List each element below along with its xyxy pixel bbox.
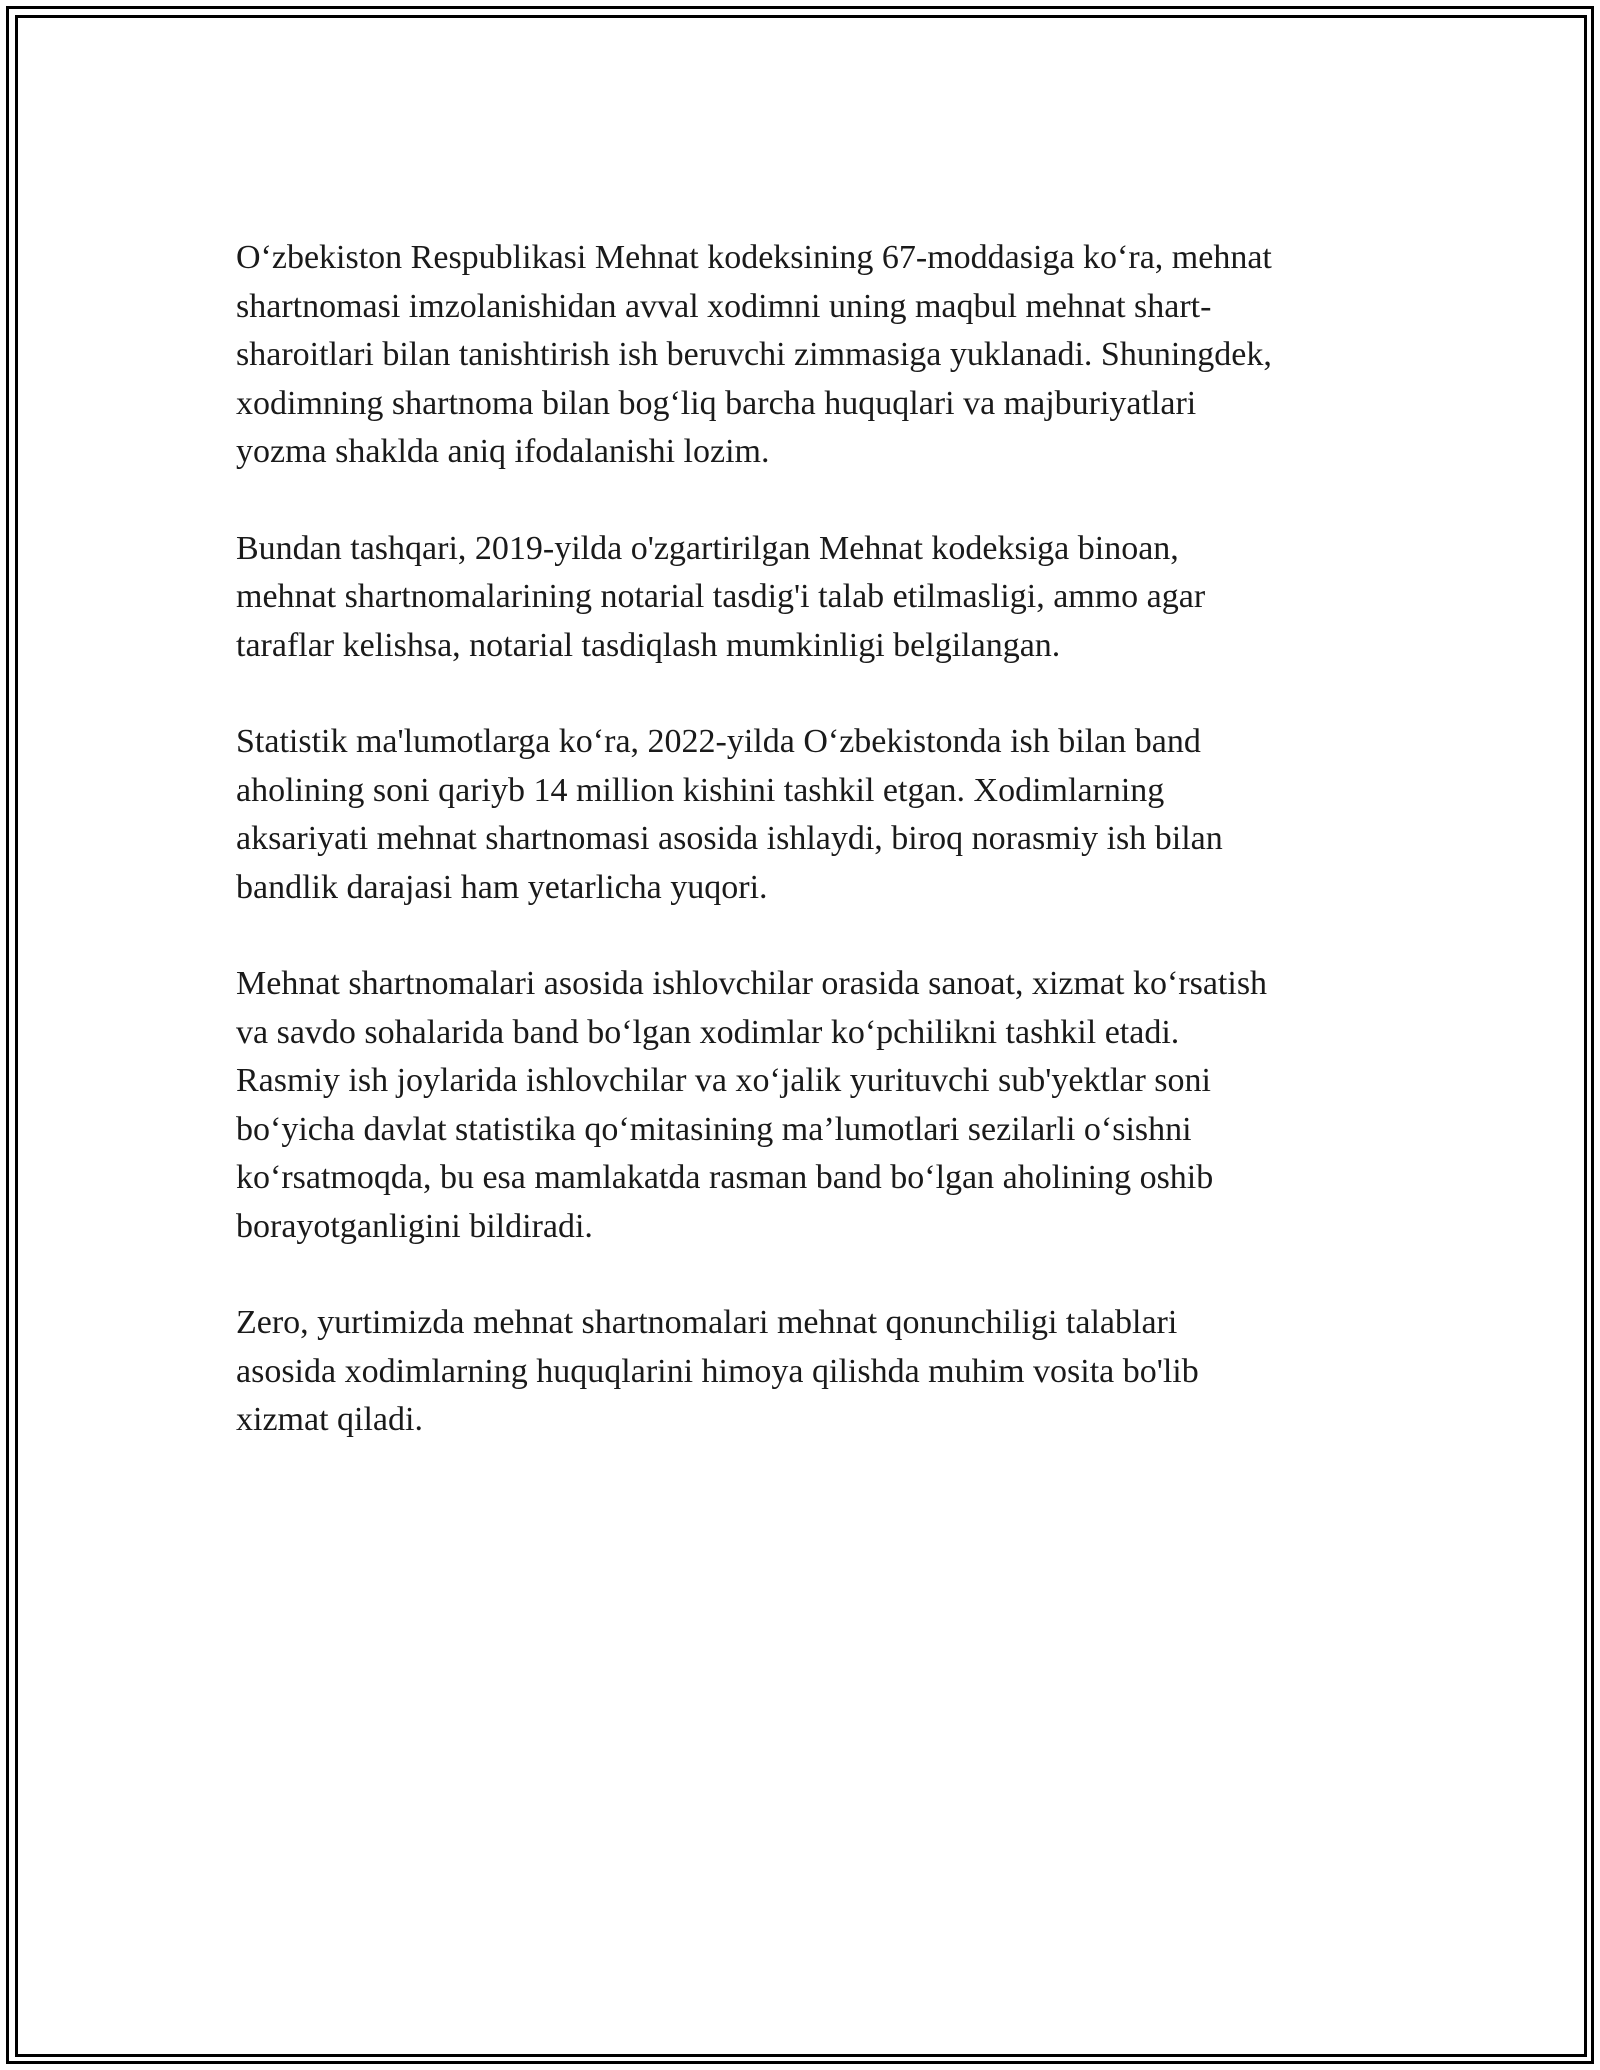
- text-line: shartnomasi imzolanishidan avval xodimni uning maqbul mehnat shart-: [236, 287, 1212, 325]
- paragraph-2: [236, 525, 1386, 671]
- text-line: Bundan tashqari, 2019-yilda o'zgartirilgan Mehnat kodeksiga binoan,: [236, 529, 1179, 567]
- text-line: Rasmiy ish joylarida ishlovchilar va xo‘jalik yurituvchi sub'yektlar soni: [236, 1062, 1211, 1099]
- text-line: sharoitlari bilan tanishtirish ish beruvchi zimmasiga yuklanadi. Shuningdek,: [236, 336, 1272, 373]
- text-line: taraflar kelishsa, notarial tasdiqlash mumkinligi belgilangan.: [236, 626, 1061, 664]
- text-line: borayotganligini bildiradi.: [236, 1207, 593, 1245]
- text-line: xizmat qiladi.: [236, 1401, 423, 1438]
- text-line: asosida xodimlarning huquqlarini himoya qilishda muhim vosita bo'lib: [236, 1352, 1199, 1390]
- text-line: va savdo sohalarida band bo‘lgan xodimlar ko‘pchilikni tashkil etadi.: [236, 1013, 1180, 1051]
- paragraph-5: [236, 1299, 1386, 1445]
- document-body: [236, 234, 1386, 1493]
- text-line: mehnat shartnomalarining notarial tasdig'i talab etilmasligi, ammo agar: [236, 578, 1206, 615]
- text-line: ko‘rsatmoqda, bu esa mamlakatda rasman band bo‘lgan aholining oshib: [236, 1159, 1214, 1196]
- paragraph-1: [236, 234, 1386, 477]
- text-line: Zero, yurtimizda mehnat shartnomalari mehnat qonunchiligi talablari: [236, 1304, 1178, 1341]
- paragraph-3: [236, 718, 1386, 912]
- text-line: Mehnat shartnomalari asosida ishlovchilar orasida sanoat, xizmat ko‘rsatish: [236, 965, 1268, 1002]
- text-line: Statistik ma'lumotlarga ko‘ra, 2022-yilda O‘zbekistonda ish bilan band: [236, 723, 1201, 760]
- text-line: yozma shaklda aniq ifodalanishi lozim.: [236, 433, 770, 470]
- text-line: aksariyati mehnat shartnomasi asosida ishlaydi, biroq norasmiy ish bilan: [236, 820, 1223, 857]
- paragraph-4: [236, 960, 1386, 1251]
- text-line: aholining soni qariyb 14 million kishini tashkil etgan. Xodimlarning: [236, 771, 1165, 809]
- text-line: bo‘yicha davlat statistika qo‘mitasining ma’lumotlari sezilarli o‘sishni: [236, 1110, 1192, 1148]
- text-line: bandlik darajasi ham yetarlicha yuqori.: [236, 868, 768, 906]
- text-line: O‘zbekiston Respublikasi Mehnat kodeksining 67-moddasiga ko‘ra, mehnat: [236, 239, 1272, 276]
- text-line: xodimning shartnoma bilan bog‘liq barcha huquqlari va majburiyatlari: [236, 384, 1197, 422]
